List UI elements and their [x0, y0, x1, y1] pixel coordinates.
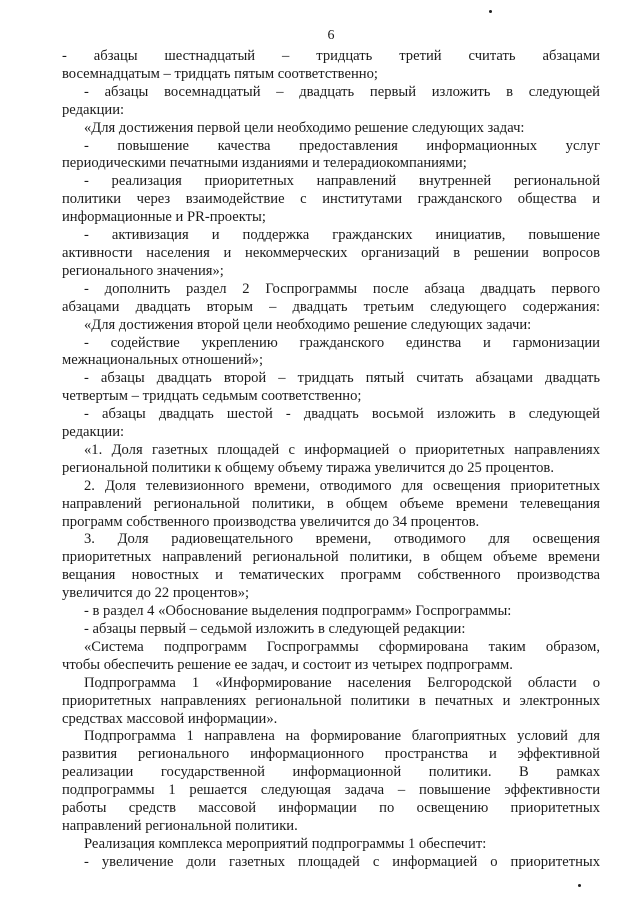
text-line: «Для достижения второй цели необходимо решение следующих задачи:	[84, 316, 532, 333]
text-line: - увеличение доли газетных площадей с информацией о приоритетных	[84, 853, 600, 870]
text-line: средствах массовой информации».	[62, 710, 278, 727]
text-line: программ собственного производства увеличится до 34 процентов.	[62, 513, 480, 530]
text-line: «Система подпрограмм Госпрограммы сформирована таким образом,	[84, 638, 600, 655]
text-line: - абзацы двадцать второй – тридцать пятый считать абзацами двадцать	[84, 370, 600, 387]
text-line: - активизация и поддержка гражданских инициатив, повышение	[84, 227, 600, 244]
document-page	[62, 28, 600, 872]
text-line: активности населения и некоммерческих организаций в решении вопросов	[62, 244, 600, 261]
text-line: Реализация комплекса мероприятий подпрограммы 1 обеспечит:	[84, 835, 487, 852]
text-line: межнациональных отношений»;	[62, 352, 263, 369]
text-line: абзацами двадцать вторым – двадцать третьим следующего содержания:	[62, 298, 600, 315]
text-line: - реализация приоритетных направлений внутренней региональной	[84, 173, 600, 190]
text-line: четвертым – тридцать седьмым соответственно;	[62, 388, 362, 405]
text-line: - абзацы восемнадцатый – двадцать первый изложить в следующей	[84, 83, 600, 100]
text-line: - абзацы первый – седьмой изложить в следующей редакции:	[84, 621, 466, 637]
scan-speck	[489, 10, 492, 13]
text-line: работы средств массовой информации по освещению приоритетных	[62, 800, 600, 817]
text-line: 2. Доля телевизионного времени, отводимого для освещения приоритетных	[84, 477, 600, 494]
text-line: приоритетных направлений региональной политики, в общем объеме времени	[62, 549, 600, 566]
text-line: редакции:	[62, 424, 125, 441]
text-line: - абзацы шестнадцатый – тридцать третий считать абзацами	[62, 48, 600, 64]
text-line: - дополнить раздел 2 Госпрограммы после абзаца двадцать первого	[84, 280, 600, 297]
text-line: Подпрограмма 1 «Информирование населения Белгородской области о	[84, 674, 600, 691]
text-line: - абзацы двадцать шестой - двадцать восьмой изложить в следующей	[84, 406, 600, 423]
text-line: восемнадцатым – тридцать пятым соответственно;	[62, 65, 378, 82]
page-number: 6	[327, 28, 335, 43]
text-line: направлений региональной политики.	[62, 817, 298, 834]
text-line: редакции:	[62, 101, 125, 118]
text-line: «1. Доля газетных площадей с информацией о приоритетных направлениях	[84, 441, 600, 458]
text-line: регионального значения»;	[62, 262, 224, 279]
text-line: направлений региональной политики, в общем объеме времени телевещания	[62, 495, 600, 512]
text-line: подпрограммы 1 решается следующая задача – повышение эффективности	[62, 782, 600, 799]
text-line: - в раздел 4 «Обоснование выделения подпрограмм» Госпрограммы:	[84, 603, 512, 620]
text-line: периодическими печатными изданиями и телерадиокомпаниями;	[62, 155, 467, 172]
scan-speck	[578, 884, 581, 887]
text-line: «Для достижения первой цели необходимо решение следующих задач:	[84, 119, 525, 136]
document-body	[62, 48, 600, 872]
text-line: реализации государственной информационной политики. В рамках	[62, 764, 600, 781]
text-line: приоритетных направлениях региональной политики в печатных и электронных	[62, 692, 600, 709]
text-line: информационные и PR-проекты;	[62, 209, 266, 226]
text-line: 3. Доля радиовещательного времени, отводимого для освещения	[84, 531, 600, 548]
text-line: региональной политики к общему объему тиража увеличится до 25 процентов.	[62, 459, 554, 476]
text-line: - содействие укреплению гражданского единства и гармонизации	[84, 334, 600, 351]
text-line: политики через взаимодействие с институтами гражданского общества и	[62, 191, 600, 208]
text-line: увеличится до 22 процентов»;	[62, 585, 250, 602]
text-line: чтобы обеспечить решение ее задач, и состоит из четырех подпрограмм.	[62, 656, 513, 673]
text-line: - повышение качества предоставления информационных услуг	[84, 137, 600, 154]
text-line: развития регионального информационного пространства и эффективной	[62, 746, 600, 763]
text-line: Подпрограмма 1 направлена на формирование благоприятных условий для	[84, 728, 600, 745]
text-line: вещания новостных и тематических программ собственного производства	[62, 567, 600, 584]
